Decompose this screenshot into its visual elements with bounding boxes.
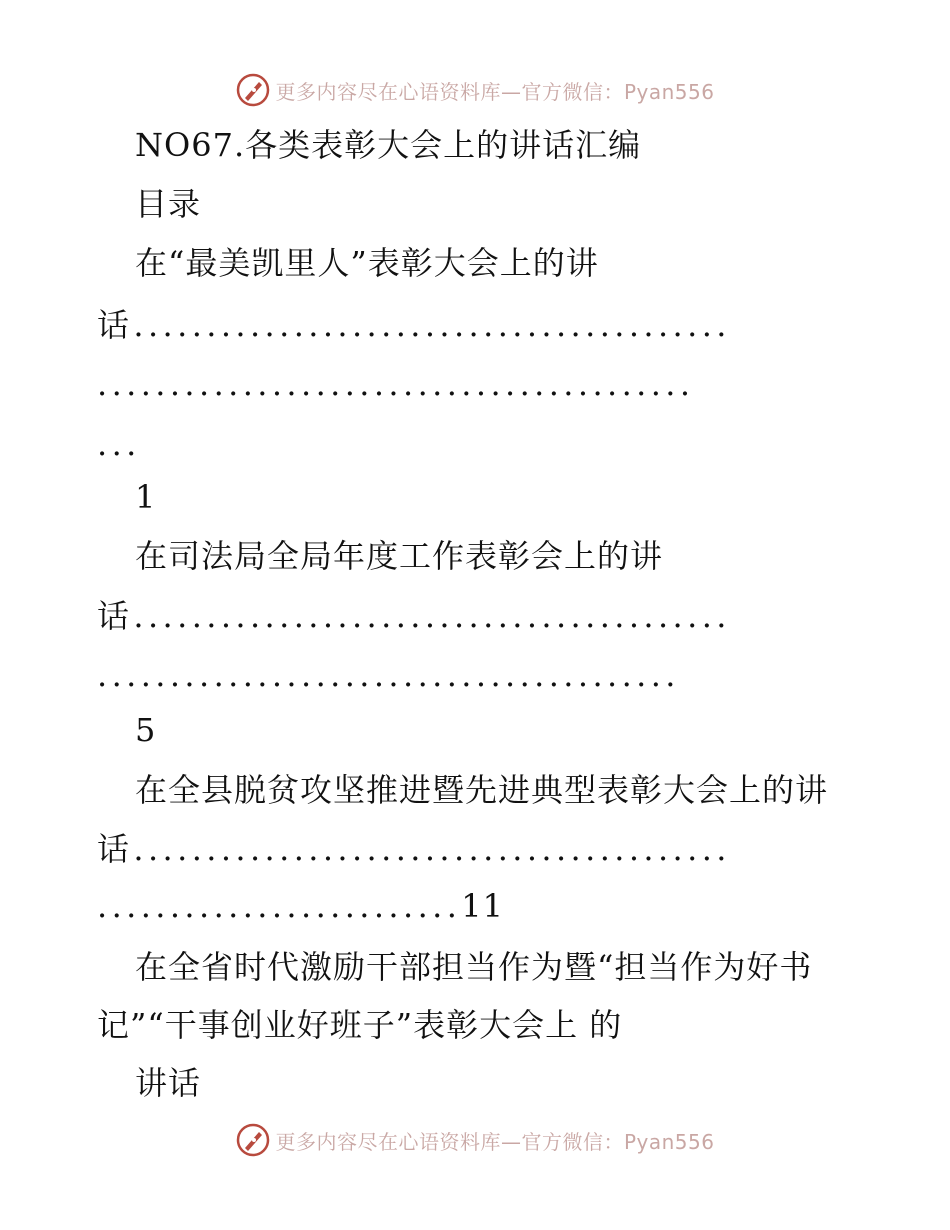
toc-entry-3-leader: 话......................................... bbox=[97, 830, 731, 868]
toc-entry-1-leader: ... bbox=[97, 425, 141, 463]
toc-heading: 目录 bbox=[135, 185, 202, 223]
watermark-text: 更多内容尽在心语资料库—官方微信：Pyan556 bbox=[275, 79, 715, 104]
toc-entry-1-leader: ......................................... bbox=[97, 365, 695, 403]
toc-entry-2-title: 在司法局全局年度工作表彰会上的讲 bbox=[135, 537, 664, 575]
pen-nib-logo-icon bbox=[235, 1122, 271, 1158]
toc-entry-2-leader: ........................................ bbox=[97, 656, 680, 694]
toc-entry-4-title-cont: 记”“干事创业好班子”表彰大会上 的 bbox=[97, 1006, 623, 1044]
toc-entry-4-title-cont: 讲话 bbox=[135, 1064, 202, 1102]
watermark-text: 更多内容尽在心语资料库—官方微信：Pyan556 bbox=[275, 1129, 715, 1154]
watermark-banner-bottom bbox=[0, 1120, 950, 1160]
toc-entry-2-leader: 话......................................... bbox=[97, 597, 731, 635]
toc-entry-3-page: 11 bbox=[461, 887, 505, 925]
toc-entry-1-title: 在“最美凯里人”表彰大会上的讲 bbox=[135, 244, 599, 282]
toc-entry-3-leader-with-page bbox=[97, 886, 504, 926]
toc-entry-3-leader: ......................... bbox=[97, 887, 462, 925]
pen-nib-logo-icon bbox=[235, 72, 271, 108]
doc-title: NO67.各类表彰大会上的讲话汇编 bbox=[135, 126, 642, 164]
toc-entry-3-title: 在全县脱贫攻坚推进暨先进典型表彰大会上的讲 bbox=[135, 771, 829, 809]
toc-entry-4-title: 在全省时代激励干部担当作为暨“担当作为好书 bbox=[135, 948, 813, 986]
toc-entry-1-page: 1 bbox=[135, 478, 157, 516]
watermark-banner-top bbox=[0, 70, 950, 110]
toc-entry-1-leader: 话......................................... bbox=[97, 306, 731, 344]
toc-entry-2-page: 5 bbox=[135, 711, 157, 749]
